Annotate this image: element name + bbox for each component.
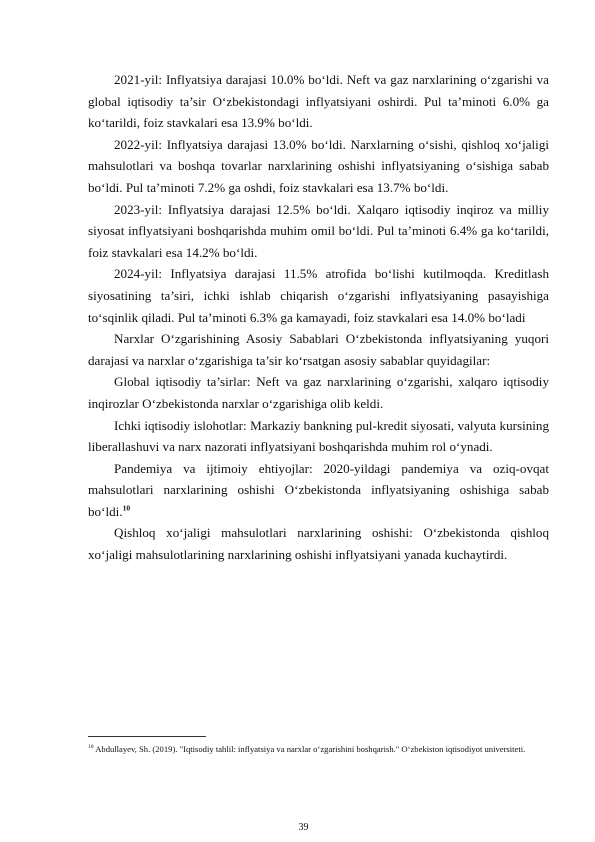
paragraph-2023: 2023-yil: Inflyatsiya darajasi 12.5% bo‘ldi. Xalqaro iqtisodiy inqiroz va milliy siyosat inflyatsiyani boshqarishda muhim omil bo‘ldi. Pul ta’minoti 6.4% ga ko‘tarildi, foiz stavkalari esa 14.2% bo‘ldi. bbox=[88, 201, 549, 260]
page-number: 39 bbox=[298, 822, 309, 833]
footnote-separator bbox=[88, 736, 206, 737]
paragraph-pandemic: Pandemiya va ijtimoiy ehtiyojlar: 2020-yildagi pandemiya va oziq-ovqat mahsulotlari narxlarining oshishi O‘zbekistonda inflyatsiyaning oshishiga sabab bo‘ldi.$^{10}$ bbox=[88, 460, 549, 519]
paragraph-global-effects: Global iqtisodiy ta’sirlar: Neft va gaz narxlarining o‘zgarishi, xalqaro iqtisodiy inqirozlar O‘zbekistonda narxlar o‘zgarishiga olib keldi. bbox=[88, 374, 549, 411]
footnote-reference[interactable]: 10 bbox=[122, 503, 131, 513]
paragraph-main-causes: Narxlar O‘zgarishining Asosiy Sabablari O‘zbekistonda inflyatsiyaning yuqori darajasi va narxlar o‘zgarishiga ta’sir ko‘rsatgan asosiy sabablar quyidagilar: bbox=[88, 331, 549, 368]
body-text bbox=[88, 69, 549, 566]
paragraph-2024: 2024-yil: Inflyatsiya darajasi 11.5% atrofida bo‘lishi kutilmoqda. Kreditlash siyosatining ta’siri, ichki ishlab chiqarish o‘zgarishi inflyatsiyaning pasayishiga to‘sqinlik qiladi. Pul ta’minoti 6.3% ga kamayadi, foiz stavkalari esa 14.0% bo‘ladi bbox=[88, 266, 549, 325]
paragraph-2021: 2021-yil: Inflyatsiya darajasi 10.0% bo‘ldi. Neft va gaz narxlarining o‘zgarishi va global iqtisodiy ta’sir O‘zbekistondagi inflyatsiyani oshirdi. Pul ta’minoti 6.0% ga ko‘tarildi, foiz stavkalari esa 13.9% bo‘ldi. bbox=[88, 72, 549, 131]
paragraph-agriculture: Qishloq xo‘jaligi mahsulotlari narxlarining oshishi: O‘zbekistonda qishloq xo‘jaligi mahsulotlarining narxlarining oshishi inflyatsiyani yanada kuchaytirdi. bbox=[88, 525, 549, 563]
paragraph-domestic-reforms: Ichki iqtisodiy islohotlar: Markaziy bankning pul-kredit siyosati, valyuta kursining liberallashuvi va narx nazorati inflyatsiyani boshqarishda muhim rol o‘ynadi. bbox=[88, 417, 549, 455]
footnote-number: 10 bbox=[88, 744, 94, 751]
footnote bbox=[88, 740, 549, 759]
footnote-text: Abdullayev, Sh. (2019). "Iqtisodiy tahlil: inflyatsiya va narxlar o‘zgarishini boshqarish." O‘zbekiston iqtisodiyot universiteti. bbox=[95, 744, 526, 754]
paragraph-2022: 2022-yil: Inflyatsiya darajasi 13.0% bo‘ldi. Narxlarning o‘sishi, qishloq xo‘jaligi mahsulotlari va boshqa tovarlar narxlarining oshishi inflyatsiyaning o‘sishiga sabab bo‘ldi. Pul ta’minoti 7.2% ga oshdi, foiz stavkalari esa 13.7% bo‘ldi. bbox=[88, 136, 549, 195]
